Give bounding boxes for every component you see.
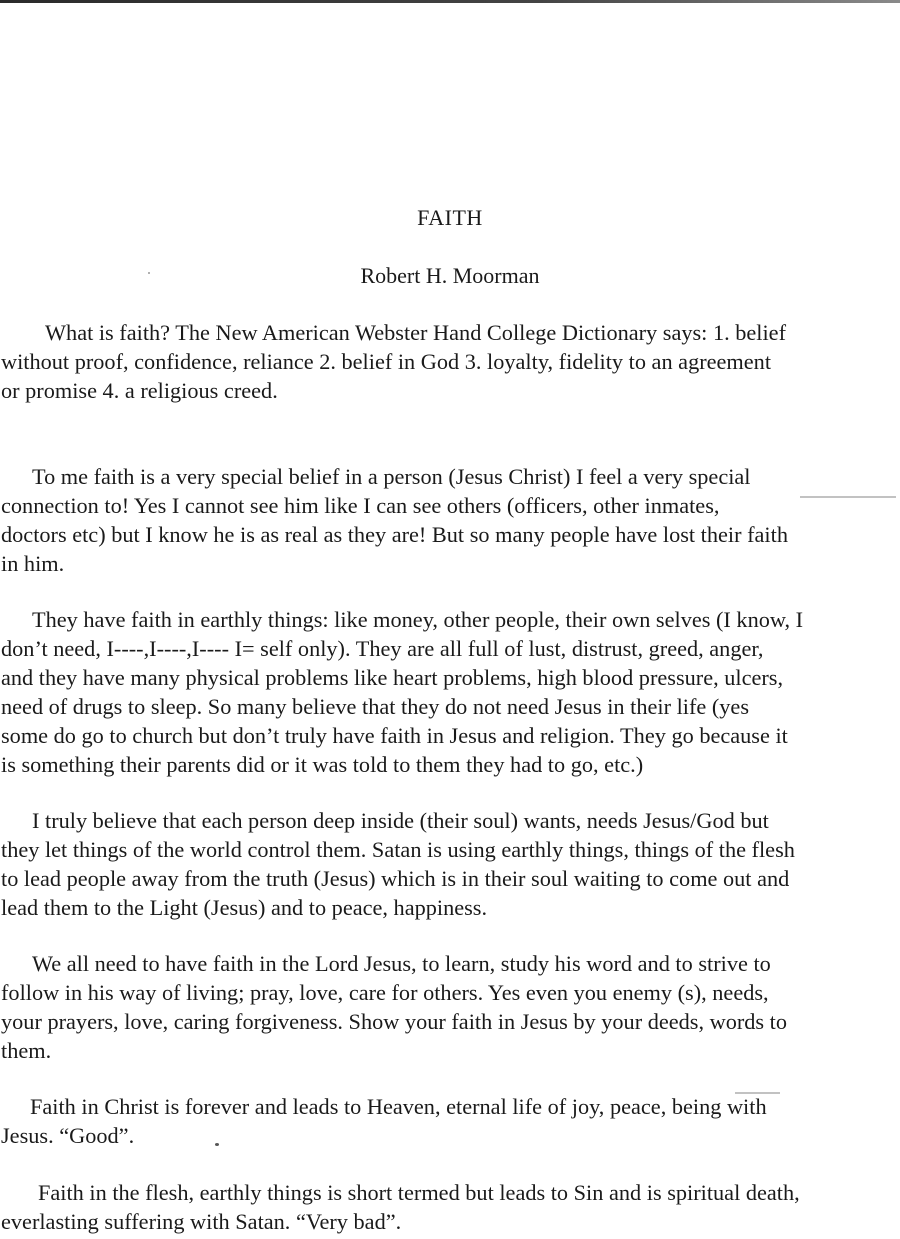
paragraph-line: need of drugs to sleep. So many believe that they do not need Jesus in their life (yes [1, 694, 750, 719]
paragraph-line: and they have many physical problems like heart problems, high blood pressure, ulcers, [1, 665, 784, 690]
paragraph-line: Jesus. “Good”. [1, 1123, 135, 1148]
scan-smudge [735, 1092, 780, 1094]
paragraph-earthly-things [1, 605, 897, 779]
document-title: FAITH [417, 205, 483, 230]
paragraph-line: in him. [1, 551, 65, 576]
paragraph-soul [1, 806, 897, 922]
paragraph-line: don’t need, I----,I----,I---- I= self only). They are all full of lust, distrust, greed, anger, [1, 636, 764, 661]
paragraph-line: doctors etc) but I know he is as real as they are! But so many people have lost their faith [1, 522, 788, 547]
paragraph-line: or promise 4. a religious creed. [1, 378, 278, 403]
paragraph-line: everlasting suffering with Satan. “Very bad”. [1, 1209, 402, 1234]
paragraph-line: To me faith is a very special belief in a person (Jesus Christ) I feel a very special [32, 464, 751, 489]
scan-speck [215, 1143, 219, 1146]
paragraph-definition [1, 318, 897, 405]
paragraph-line: is something their parents did or it was told to them they had to go, etc.) [1, 752, 644, 777]
paragraph-line: They have faith in earthly things: like money, other people, their own selves (I know, I [32, 607, 804, 632]
paragraph-personal-belief [1, 462, 897, 578]
paragraph-line: Faith in Christ is forever and leads to Heaven, eternal life of joy, peace, being with [30, 1094, 767, 1119]
paragraph-line: they let things of the world control them. Satan is using earthly things, things of the flesh [1, 837, 795, 862]
document-author: Robert H. Moorman [360, 263, 540, 288]
paragraph-line: lead them to the Light (Jesus) and to peace, happiness. [1, 895, 488, 920]
paragraph-line: What is faith? The New American Webster Hand College Dictionary says: 1. belief [45, 320, 787, 345]
paragraph-line: connection to! Yes I cannot see him like I can see others (officers, other inmates, [1, 493, 720, 518]
paragraph-need-faith [1, 949, 897, 1065]
paragraph-line: Faith in the flesh, earthly things is short termed but leads to Sin and is spiritual death, [38, 1180, 800, 1205]
paragraph-line: them. [1, 1038, 52, 1063]
paragraph-line: to lead people away from the truth (Jesus) which is in their soul waiting to come out and [1, 866, 790, 891]
scan-speck [148, 272, 150, 274]
paragraph-line: without proof, confidence, reliance 2. belief in God 3. loyalty, fidelity to an agreement [1, 349, 772, 374]
scan-top-edge [0, 0, 900, 3]
paragraph-line: some do go to church but don’t truly have faith in Jesus and religion. They go because it [1, 723, 788, 748]
paragraph-line: We all need to have faith in the Lord Jesus, to learn, study his word and to strive to [32, 951, 771, 976]
paragraph-faith-in-flesh [1, 1178, 897, 1236]
paragraph-line: follow in his way of living; pray, love, care for others. Yes even you enemy (s), needs, [1, 980, 769, 1005]
paragraph-faith-in-christ [1, 1092, 897, 1150]
paragraph-line: your prayers, love, caring forgiveness. Show your faith in Jesus by your deeds, words to [1, 1009, 788, 1034]
scan-smudge [800, 496, 896, 498]
paragraph-line: I truly believe that each person deep inside (their soul) wants, needs Jesus/God but [32, 808, 769, 833]
